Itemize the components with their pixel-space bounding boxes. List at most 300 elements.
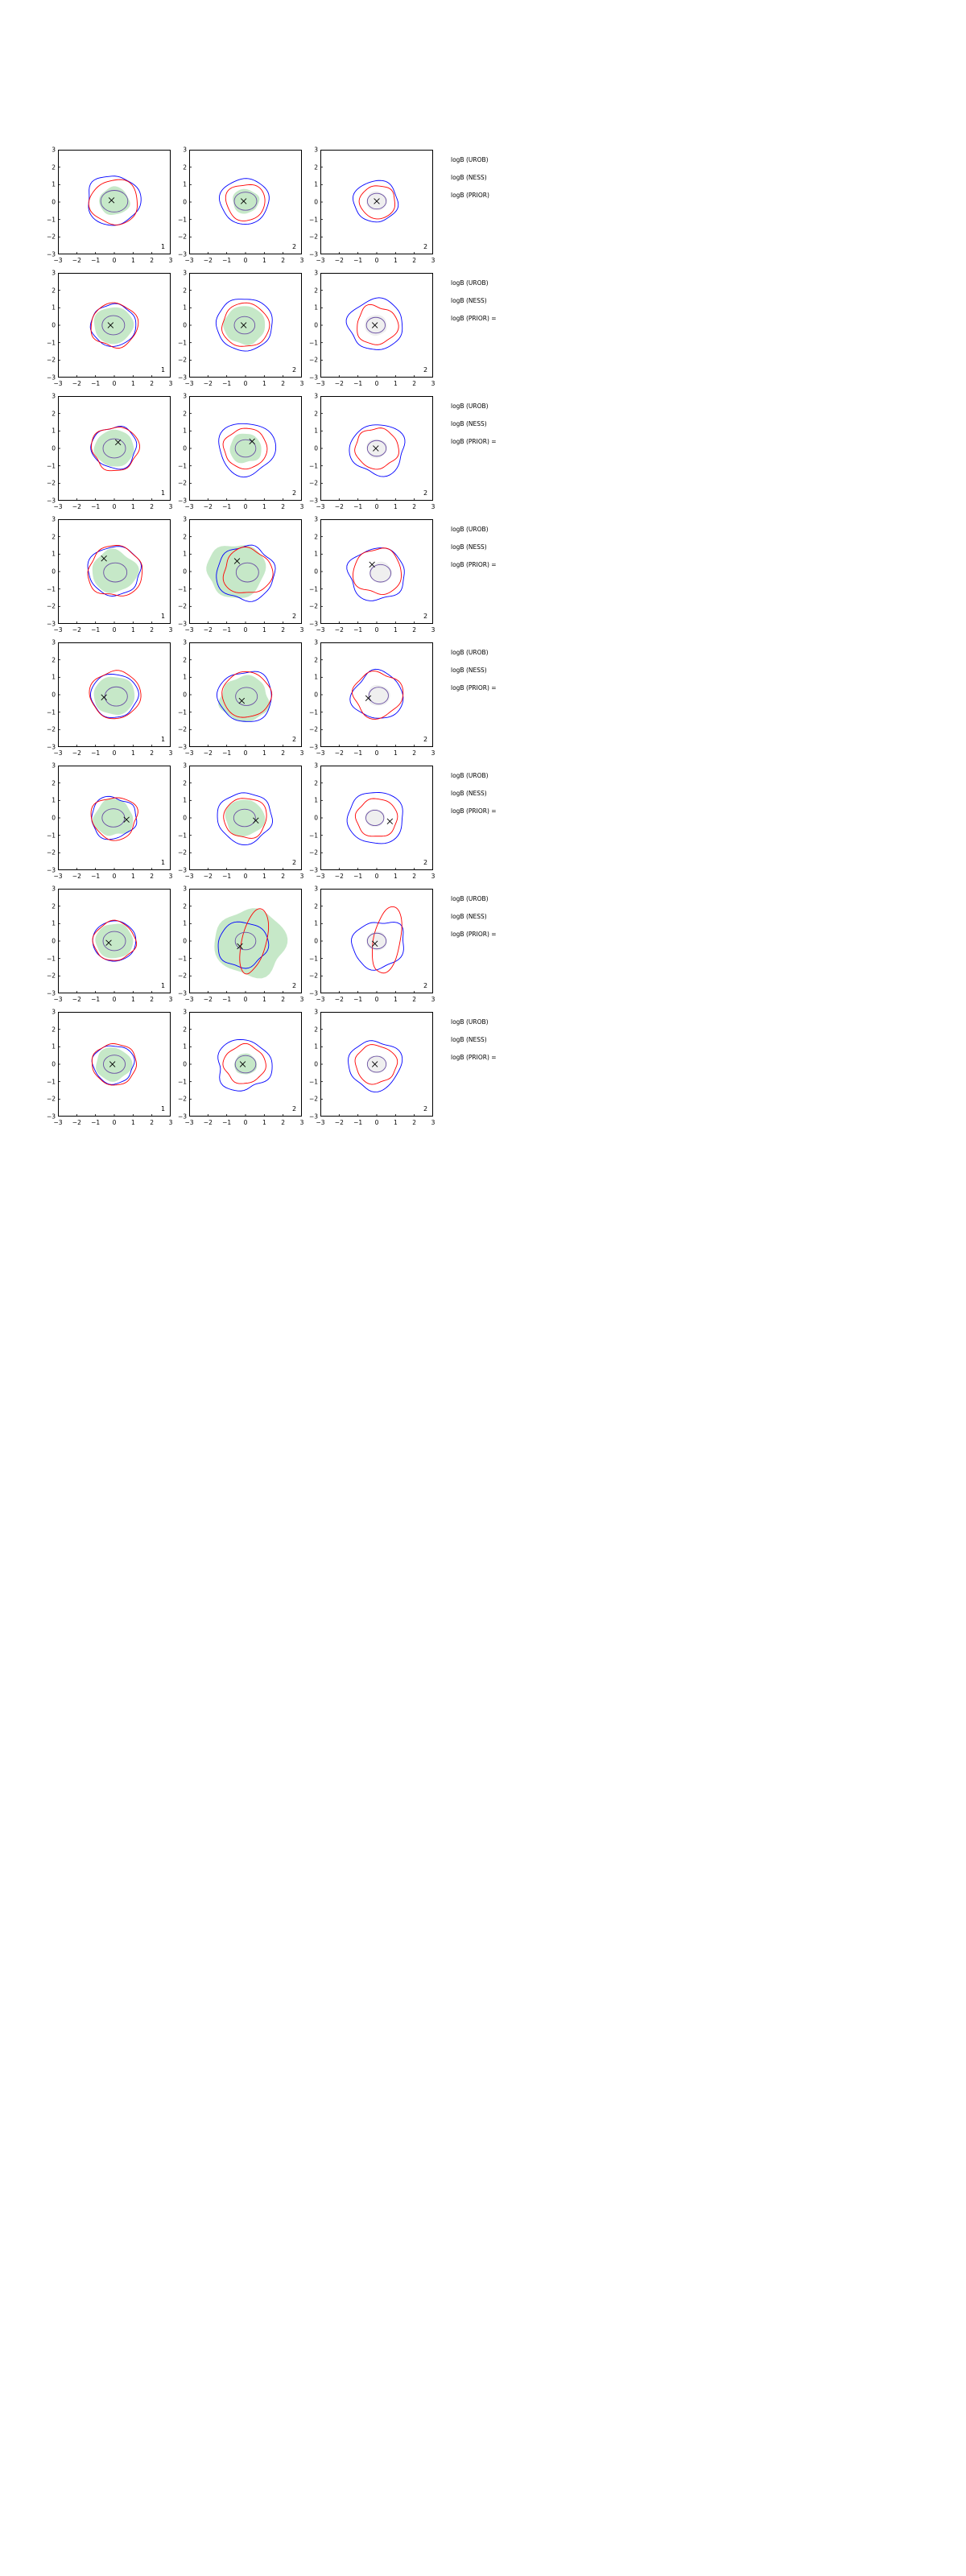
shaded-credible-region (214, 908, 287, 978)
x-tick-label: −1 (353, 1119, 363, 1126)
panel-plot-area (58, 766, 171, 870)
panel-plot-area (58, 1012, 171, 1117)
x-tick-label: 2 (150, 749, 155, 757)
y-tick-label: 1 (52, 919, 56, 927)
y-tick-label: −2 (47, 725, 56, 733)
y-tick-label: −1 (309, 216, 319, 224)
y-tick-label: 0 (314, 1060, 318, 1068)
x-tick-label: 0 (374, 380, 379, 387)
shaded-credible-region (366, 931, 387, 951)
contour-panel (178, 1008, 304, 1126)
x-tick-label: 0 (374, 503, 379, 510)
y-tick-label: −3 (178, 1113, 188, 1121)
x-tick-label: 0 (374, 749, 379, 757)
y-tick-label: −2 (309, 1095, 319, 1103)
x-tick-label: 2 (281, 626, 286, 634)
x-tick-label: 1 (262, 1119, 266, 1126)
y-tick-label: −2 (309, 848, 319, 857)
contour-panel (178, 762, 304, 880)
y-tick-label: 3 (52, 146, 56, 154)
x-tick-label: −1 (222, 1119, 232, 1126)
y-tick-label: −3 (309, 866, 319, 874)
panel-plot-area (189, 1012, 302, 1117)
panel-plot-area (58, 396, 171, 501)
panel-index-label: 1 (161, 736, 166, 743)
y-tick-label: −1 (178, 585, 188, 593)
x-tick-label: 3 (168, 996, 173, 1003)
panel-index-label: 1 (161, 613, 166, 620)
y-tick-label: −2 (309, 725, 319, 733)
x-tick-label: −3 (316, 873, 325, 880)
y-tick-label: 2 (183, 779, 187, 787)
x-tick-label: 0 (374, 996, 379, 1003)
y-tick-label: −1 (178, 462, 188, 470)
y-tick-label: −3 (309, 989, 319, 997)
y-tick-label: 0 (183, 814, 187, 822)
panel-plot-area (320, 150, 433, 254)
x-tick-label: 1 (262, 626, 266, 634)
x-tick-label: −1 (91, 626, 101, 634)
y-tick-label: 1 (183, 1042, 187, 1051)
x-tick-label: −2 (72, 257, 81, 264)
x-tick-label: 3 (431, 626, 436, 634)
y-tick-label: 1 (52, 303, 56, 312)
contour-panel (309, 762, 436, 880)
x-tick-label: −1 (222, 626, 232, 634)
y-tick-label: 1 (314, 1042, 318, 1051)
x-tick-label: −3 (184, 996, 194, 1003)
x-tick-label: −3 (53, 749, 63, 757)
panel-index-label: 2 (423, 489, 428, 497)
contour-panel (47, 392, 173, 510)
y-tick-label: −1 (309, 1078, 319, 1086)
panel-plot-area (58, 519, 171, 624)
x-tick-label: 2 (281, 749, 286, 757)
y-tick-label: 1 (314, 919, 318, 927)
x-tick-label: 0 (243, 749, 248, 757)
x-tick-label: 0 (112, 257, 117, 264)
x-tick-label: 0 (243, 873, 248, 880)
panel-index-label: 1 (161, 1105, 166, 1113)
x-tick-label: −1 (353, 873, 363, 880)
y-tick-label: 3 (314, 146, 318, 154)
x-tick-label: 3 (299, 257, 304, 264)
y-tick-label: 3 (52, 269, 56, 277)
x-tick-label: −3 (316, 257, 325, 264)
y-tick-label: −1 (47, 708, 56, 716)
x-tick-label: −1 (91, 1119, 101, 1126)
y-tick-label: 3 (183, 762, 187, 770)
y-tick-label: −2 (178, 972, 188, 980)
y-tick-label: 3 (52, 885, 56, 893)
x-tick-label: 2 (412, 1119, 417, 1126)
y-tick-label: 3 (183, 269, 187, 277)
x-tick-label: −3 (316, 1119, 325, 1126)
y-tick-label: 1 (314, 180, 318, 188)
y-tick-label: −1 (47, 216, 56, 224)
contour-panel (178, 515, 304, 634)
y-tick-label: 2 (314, 533, 318, 541)
x-tick-label: 0 (374, 1119, 379, 1126)
y-tick-label: 2 (183, 410, 187, 418)
x-tick-label: 0 (112, 996, 117, 1003)
y-tick-label: −2 (47, 848, 56, 857)
y-tick-label: 3 (52, 762, 56, 770)
y-tick-label: −2 (309, 602, 319, 610)
y-tick-label: −2 (178, 1095, 188, 1103)
y-tick-label: 1 (52, 796, 56, 804)
panel-plot-area (320, 273, 433, 378)
contour-panel (47, 269, 173, 387)
legend-entry: logB (PRIOR) = (451, 315, 497, 322)
y-tick-label: −3 (47, 374, 56, 382)
x-tick-label: 3 (299, 503, 304, 510)
legend-entry: logB (PRIOR) = (451, 807, 497, 815)
y-tick-label: −1 (47, 585, 56, 593)
x-tick-label: −2 (72, 749, 81, 757)
x-tick-label: −2 (203, 380, 213, 387)
x-tick-label: 3 (431, 1119, 436, 1126)
x-tick-label: −3 (53, 873, 63, 880)
shaded-credible-region (93, 548, 139, 593)
y-tick-label: −3 (178, 989, 188, 997)
y-tick-label: 1 (52, 180, 56, 188)
x-tick-label: 2 (150, 380, 155, 387)
y-tick-label: 3 (183, 638, 187, 646)
x-tick-label: −1 (91, 503, 101, 510)
contour-panel (309, 392, 436, 510)
x-tick-label: 1 (262, 873, 266, 880)
legend-entry: logB (PRIOR) = (451, 684, 497, 691)
legend-entry: logB (NESS) (451, 1036, 487, 1043)
shaded-credible-region (234, 1054, 257, 1075)
x-tick-label: −2 (334, 873, 344, 880)
x-tick-label: 3 (168, 503, 173, 510)
y-tick-label: 1 (52, 673, 56, 681)
x-tick-label: 3 (299, 1119, 304, 1126)
panel-index-label: 1 (161, 366, 166, 374)
legend-entry: logB (UROB) (451, 526, 489, 533)
x-tick-label: −1 (353, 257, 363, 264)
y-tick-label: 0 (52, 568, 56, 576)
y-tick-label: −1 (178, 708, 188, 716)
y-tick-label: −3 (47, 743, 56, 751)
panel-plot-area (320, 396, 433, 501)
legend-entry: logB (NESS) (451, 790, 487, 797)
y-tick-label: 0 (314, 444, 318, 452)
y-tick-label: −3 (178, 497, 188, 505)
x-tick-label: −2 (203, 626, 213, 634)
x-tick-label: 1 (393, 503, 398, 510)
x-tick-label: 2 (412, 503, 417, 510)
shaded-credible-region (365, 809, 385, 828)
x-tick-label: 1 (262, 996, 266, 1003)
x-tick-label: −1 (222, 257, 232, 264)
y-tick-label: 0 (314, 198, 318, 206)
y-tick-label: −1 (178, 832, 188, 840)
x-tick-label: 2 (150, 996, 155, 1003)
x-tick-label: 2 (150, 503, 155, 510)
y-tick-label: 0 (183, 937, 187, 945)
y-tick-label: 2 (52, 1026, 56, 1034)
y-tick-label: −2 (47, 602, 56, 610)
legend-entry: logB (UROB) (451, 895, 489, 902)
panel-index-label: 2 (423, 1105, 428, 1113)
panel-index-label: 1 (161, 243, 166, 250)
panel-plot-area (189, 150, 302, 254)
x-tick-label: −3 (316, 380, 325, 387)
panel-index-label: 2 (423, 366, 428, 374)
x-tick-label: −3 (53, 996, 63, 1003)
y-tick-label: 1 (183, 550, 187, 558)
y-tick-label: −3 (47, 250, 56, 258)
panel-index-label: 2 (423, 243, 428, 250)
contour-panel (178, 269, 304, 387)
y-tick-label: 2 (183, 533, 187, 541)
y-tick-label: 3 (52, 1008, 56, 1016)
x-tick-label: 1 (130, 626, 135, 634)
x-tick-label: 2 (412, 996, 417, 1003)
x-tick-label: −3 (316, 996, 325, 1003)
x-tick-label: −3 (184, 873, 194, 880)
panel-index-label: 2 (292, 982, 297, 989)
contour-panel (309, 269, 436, 387)
shaded-credible-region (366, 439, 387, 458)
panel-plot-area (189, 519, 302, 624)
legend-entry: logB (PRIOR) = (451, 1054, 497, 1061)
shaded-credible-region (225, 799, 266, 836)
y-tick-label: 0 (183, 444, 187, 452)
x-tick-label: 0 (374, 257, 379, 264)
y-tick-label: 2 (314, 287, 318, 295)
x-tick-label: −3 (53, 257, 63, 264)
y-tick-label: 1 (183, 427, 187, 435)
legend-entry: logB (NESS) (451, 913, 487, 920)
x-tick-label: 1 (393, 1119, 398, 1126)
panel-index-label: 2 (423, 613, 428, 620)
y-tick-label: 1 (314, 550, 318, 558)
panel-index-label: 2 (292, 613, 297, 620)
cross-marker (387, 819, 393, 824)
x-tick-label: −2 (203, 1119, 213, 1126)
x-tick-label: −2 (334, 1119, 344, 1126)
x-tick-label: 1 (262, 749, 266, 757)
x-tick-label: −2 (72, 626, 81, 634)
y-tick-label: −2 (47, 1095, 56, 1103)
y-tick-label: −3 (47, 866, 56, 874)
legend-entry: logB (UROB) (451, 402, 489, 410)
y-tick-label: 0 (183, 1060, 187, 1068)
x-tick-label: 1 (130, 996, 135, 1003)
panel-index-label: 2 (292, 736, 297, 743)
x-tick-label: −3 (53, 503, 63, 510)
y-tick-label: −1 (47, 339, 56, 347)
x-tick-label: 3 (168, 626, 173, 634)
panel-plot-area (320, 889, 433, 993)
x-tick-label: 0 (374, 873, 379, 880)
y-tick-label: 2 (52, 902, 56, 910)
y-tick-label: 2 (314, 656, 318, 664)
y-tick-label: −3 (309, 620, 319, 628)
y-tick-label: 0 (314, 937, 318, 945)
x-tick-label: −1 (353, 996, 363, 1003)
y-tick-label: 2 (314, 163, 318, 171)
shaded-credible-region (94, 308, 134, 344)
x-tick-label: −2 (334, 503, 344, 510)
y-tick-label: 0 (314, 814, 318, 822)
x-tick-label: 2 (412, 380, 417, 387)
x-tick-label: 0 (374, 626, 379, 634)
legend-entry: logB (UROB) (451, 772, 489, 779)
legend-entry: logB (PRIOR) = (451, 438, 497, 445)
y-tick-label: −3 (309, 743, 319, 751)
y-tick-label: 1 (52, 550, 56, 558)
panel-index-label: 1 (161, 489, 166, 497)
panel-plot-area (320, 519, 433, 624)
x-tick-label: 2 (281, 503, 286, 510)
x-tick-label: 1 (130, 257, 135, 264)
x-tick-label: −1 (91, 257, 101, 264)
x-tick-label: 0 (243, 503, 248, 510)
y-tick-label: 0 (52, 1060, 56, 1068)
y-tick-label: −2 (309, 356, 319, 364)
x-tick-label: −3 (184, 257, 194, 264)
legend-entry: logB (PRIOR) = (451, 931, 497, 938)
y-tick-label: 0 (183, 321, 187, 329)
x-tick-label: 3 (299, 996, 304, 1003)
y-tick-label: −3 (47, 989, 56, 997)
x-tick-label: −1 (222, 873, 232, 880)
panel-index-label: 2 (292, 366, 297, 374)
y-tick-label: −2 (309, 972, 319, 980)
legend-entry: logB (NESS) (451, 174, 487, 181)
contour-panel (309, 146, 436, 264)
y-tick-label: 0 (52, 321, 56, 329)
y-tick-label: −1 (47, 1078, 56, 1086)
panel-index-label: 2 (292, 1105, 297, 1113)
y-tick-label: 3 (314, 885, 318, 893)
x-tick-label: −2 (203, 996, 213, 1003)
y-tick-label: −2 (309, 233, 319, 241)
y-tick-label: 2 (314, 1026, 318, 1034)
shaded-credible-region (93, 430, 134, 467)
x-tick-label: −2 (203, 873, 213, 880)
x-tick-label: 0 (112, 626, 117, 634)
y-tick-label: 2 (52, 287, 56, 295)
y-tick-label: 1 (183, 673, 187, 681)
shaded-credible-region (368, 685, 390, 706)
x-tick-label: 1 (393, 380, 398, 387)
y-tick-label: −1 (178, 955, 188, 963)
y-tick-label: −2 (178, 233, 188, 241)
x-tick-label: 1 (130, 873, 135, 880)
y-tick-label: 3 (314, 638, 318, 646)
legend-entry: logB (NESS) (451, 420, 487, 427)
contour-panel (47, 515, 173, 634)
y-tick-label: −3 (309, 250, 319, 258)
y-tick-label: −2 (47, 356, 56, 364)
x-tick-label: −1 (91, 996, 101, 1003)
panel-index-label: 2 (292, 489, 297, 497)
x-tick-label: −1 (91, 873, 101, 880)
panel-plot-area (320, 766, 433, 870)
y-tick-label: −1 (309, 955, 319, 963)
legend-entry: logB (PRIOR) = (451, 561, 497, 568)
x-tick-label: 0 (112, 380, 117, 387)
x-tick-label: 0 (243, 626, 248, 634)
y-tick-label: −3 (309, 497, 319, 505)
y-tick-label: 1 (183, 796, 187, 804)
panel-plot-area (320, 1012, 433, 1117)
x-tick-label: 1 (393, 996, 398, 1003)
y-tick-label: 1 (183, 180, 187, 188)
y-tick-label: 1 (314, 796, 318, 804)
x-tick-label: −1 (222, 380, 232, 387)
y-tick-label: 3 (183, 392, 187, 400)
y-tick-label: −3 (47, 497, 56, 505)
legend-entry: logB (NESS) (451, 543, 487, 551)
y-tick-label: −1 (47, 955, 56, 963)
x-tick-label: −1 (353, 749, 363, 757)
x-tick-label: 1 (130, 380, 135, 387)
x-tick-label: 3 (431, 257, 436, 264)
x-tick-label: 3 (168, 1119, 173, 1126)
y-tick-label: −3 (309, 1113, 319, 1121)
y-tick-label: −2 (47, 233, 56, 241)
y-tick-label: −1 (47, 832, 56, 840)
panel-plot-area (58, 273, 171, 378)
y-tick-label: 0 (52, 444, 56, 452)
x-tick-label: 0 (112, 749, 117, 757)
panel-plot-area (189, 273, 302, 378)
x-tick-label: −3 (53, 1119, 63, 1126)
panel-index-label: 2 (423, 736, 428, 743)
x-tick-label: −1 (91, 380, 101, 387)
y-tick-label: 0 (52, 814, 56, 822)
x-tick-label: 1 (130, 1119, 135, 1126)
contour-panel (47, 885, 173, 1003)
x-tick-label: 2 (412, 873, 417, 880)
y-tick-label: −1 (47, 462, 56, 470)
contour-panel (309, 638, 436, 757)
y-tick-label: −2 (178, 725, 188, 733)
contour-panel (178, 638, 304, 757)
y-tick-label: −3 (178, 250, 188, 258)
y-tick-label: 0 (314, 691, 318, 699)
x-tick-label: 1 (393, 626, 398, 634)
y-tick-label: 2 (183, 1026, 187, 1034)
legend-entry: logB (UROB) (451, 279, 489, 287)
x-tick-label: 3 (431, 749, 436, 757)
legend-entry: logB (UROB) (451, 649, 489, 656)
y-tick-label: 3 (314, 515, 318, 523)
y-tick-label: 0 (183, 691, 187, 699)
x-tick-label: −2 (72, 996, 81, 1003)
x-tick-label: −2 (203, 749, 213, 757)
y-tick-label: 0 (314, 568, 318, 576)
y-tick-label: 3 (183, 885, 187, 893)
x-tick-label: 2 (412, 749, 417, 757)
y-tick-label: −2 (178, 356, 188, 364)
y-tick-label: −3 (47, 1113, 56, 1121)
panel-index-label: 2 (423, 859, 428, 866)
y-tick-label: 3 (52, 638, 56, 646)
y-tick-label: −2 (309, 479, 319, 487)
y-tick-label: 2 (314, 779, 318, 787)
x-tick-label: −3 (184, 380, 194, 387)
contour-panel (47, 1008, 173, 1126)
x-tick-label: −1 (91, 749, 101, 757)
